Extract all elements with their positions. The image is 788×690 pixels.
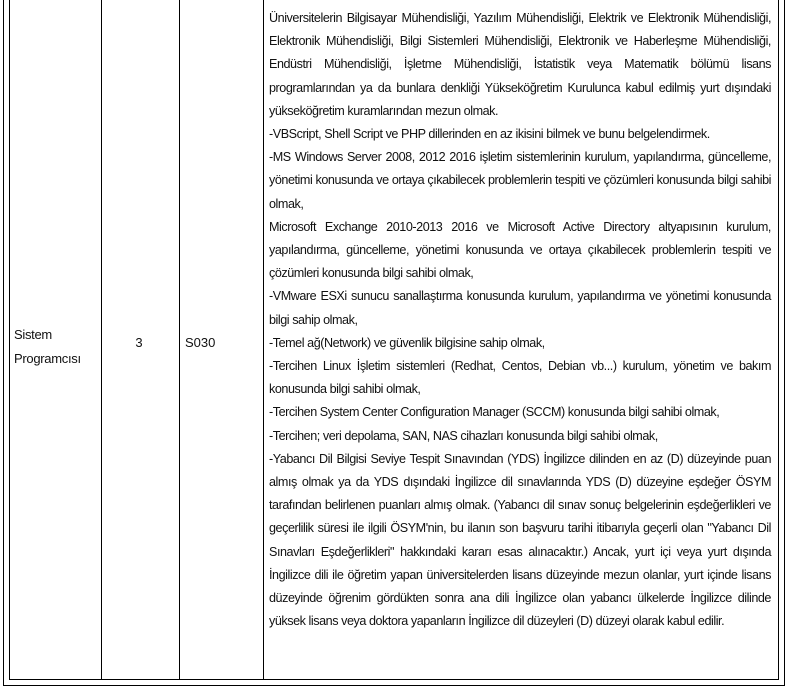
requirement-storage: -Tercihen; veri depolama, SAN, NAS cihazları konusunda bilgi sahibi olmak,	[269, 428, 658, 443]
position-code: S030	[185, 335, 216, 350]
requirement-language: -Yabancı Dil Bilgisi Seviye Tespit Sınavından (YDS) İngilizce dilinden en az (D) düzeyinde puan almış olmak ya da YDS dışındaki İngilizce dil sınavlarında YDS (D) düzeyine eşdeğer ÖSYM tarafından belirlenen puanları almış olmak. (Yabancı dil sınav sonuç belgelerinin eşdeğerlikleri ve geçerlilik süresi ile ilgili ÖSYM'nin, bu ilanın son başvuru tarihi itibarıyla geçerli olan "Yabancı Dil Sınavları Eşdeğerlikleri" hakkındaki kararı esas alınacaktır.) Ancak, yurt içi veya yurt dışında İngilizce dili ile öğretim yapan üniversitelerden lisans düzeyinde mezun olanlar, yurt içinde lisans düzeyinde öğrenim gördükten sonra ana dili İngilizce olan yabancı ülkelerde İngilizce dilinde yüksek lisans veya doktora yapanların İngilizce dil düzeyleri (D) düzeyi olarak kabul edilir.	[269, 451, 771, 629]
requirement-sccm: -Tercihen System Center Configuration Manager (SCCM) konusunda bilgi sahibi olmak,	[269, 405, 720, 420]
requirement-linux: -Tercihen Linux İşletim sistemleri (Redhat, Centos, Debian vb...) kurulum, yönetim ve bakım konusunda bilgi sahibi olmak,	[269, 359, 771, 397]
requirement-network: -Temel ağ(Network) ve güvenlik bilgisine sahip olmak,	[269, 335, 545, 350]
position-title-cell	[14, 323, 104, 371]
requirement-education: Üniversitelerin Bilgisayar Mühendisliği, Yazılım Mühendisliği, Elektrik ve Elektronik Mühendisliği, Elektronik Mühendisliği, Bilgi Sistemleri Mühendisliği, Elektronik ve Haberleşme Mühendisliği, Endüstri Mühendisliği, İşletme Mühendisliği, İstatistik veya Matematik bölümü lisans programlarından ya da bunlara denkliği Yükseköğretim Kurulunca kabul edilmiş yurt dışındaki yükseköğretim kuramlarından mezun olmak.	[269, 11, 771, 118]
position-title-line2: Programcısı	[14, 351, 81, 366]
position-title-line1: Sistem	[14, 327, 52, 342]
requirement-windows-server: -MS Windows Server 2008, 2012 2016 işletim sistemlerinin kurulum, yapılandırma, güncelleme, yönetimi konusunda ve ortaya çıkabilecek problemlerin tespiti ve çözümleri konusunda bilgi sahibi olmak,	[269, 150, 771, 211]
requirement-scripting: -VBScript, Shell Script ve PHP dillerinden en az ikisini bilmek ve bunu belgelendirmek.	[269, 127, 710, 142]
requirement-exchange-ad: Microsoft Exchange 2010-2013 2016 ve Microsoft Active Directory altyapısının kurulum, yapılandırma, güncelleme, yönetimi konusunda ve ortaya çıkabilecek problemlerin tespiti ve çözümleri konusunda bilgi sahibi olmak,	[269, 219, 771, 281]
requirement-vmware: -VMware ESXi sunucu sanallaştırma konusunda kurulum, yapılandırma ve yönetimi konusunda bilgi sahip olmak,	[269, 289, 771, 327]
position-count: 3	[135, 335, 143, 350]
requirements-cell	[269, 7, 771, 633]
column-divider-3	[263, 0, 264, 680]
